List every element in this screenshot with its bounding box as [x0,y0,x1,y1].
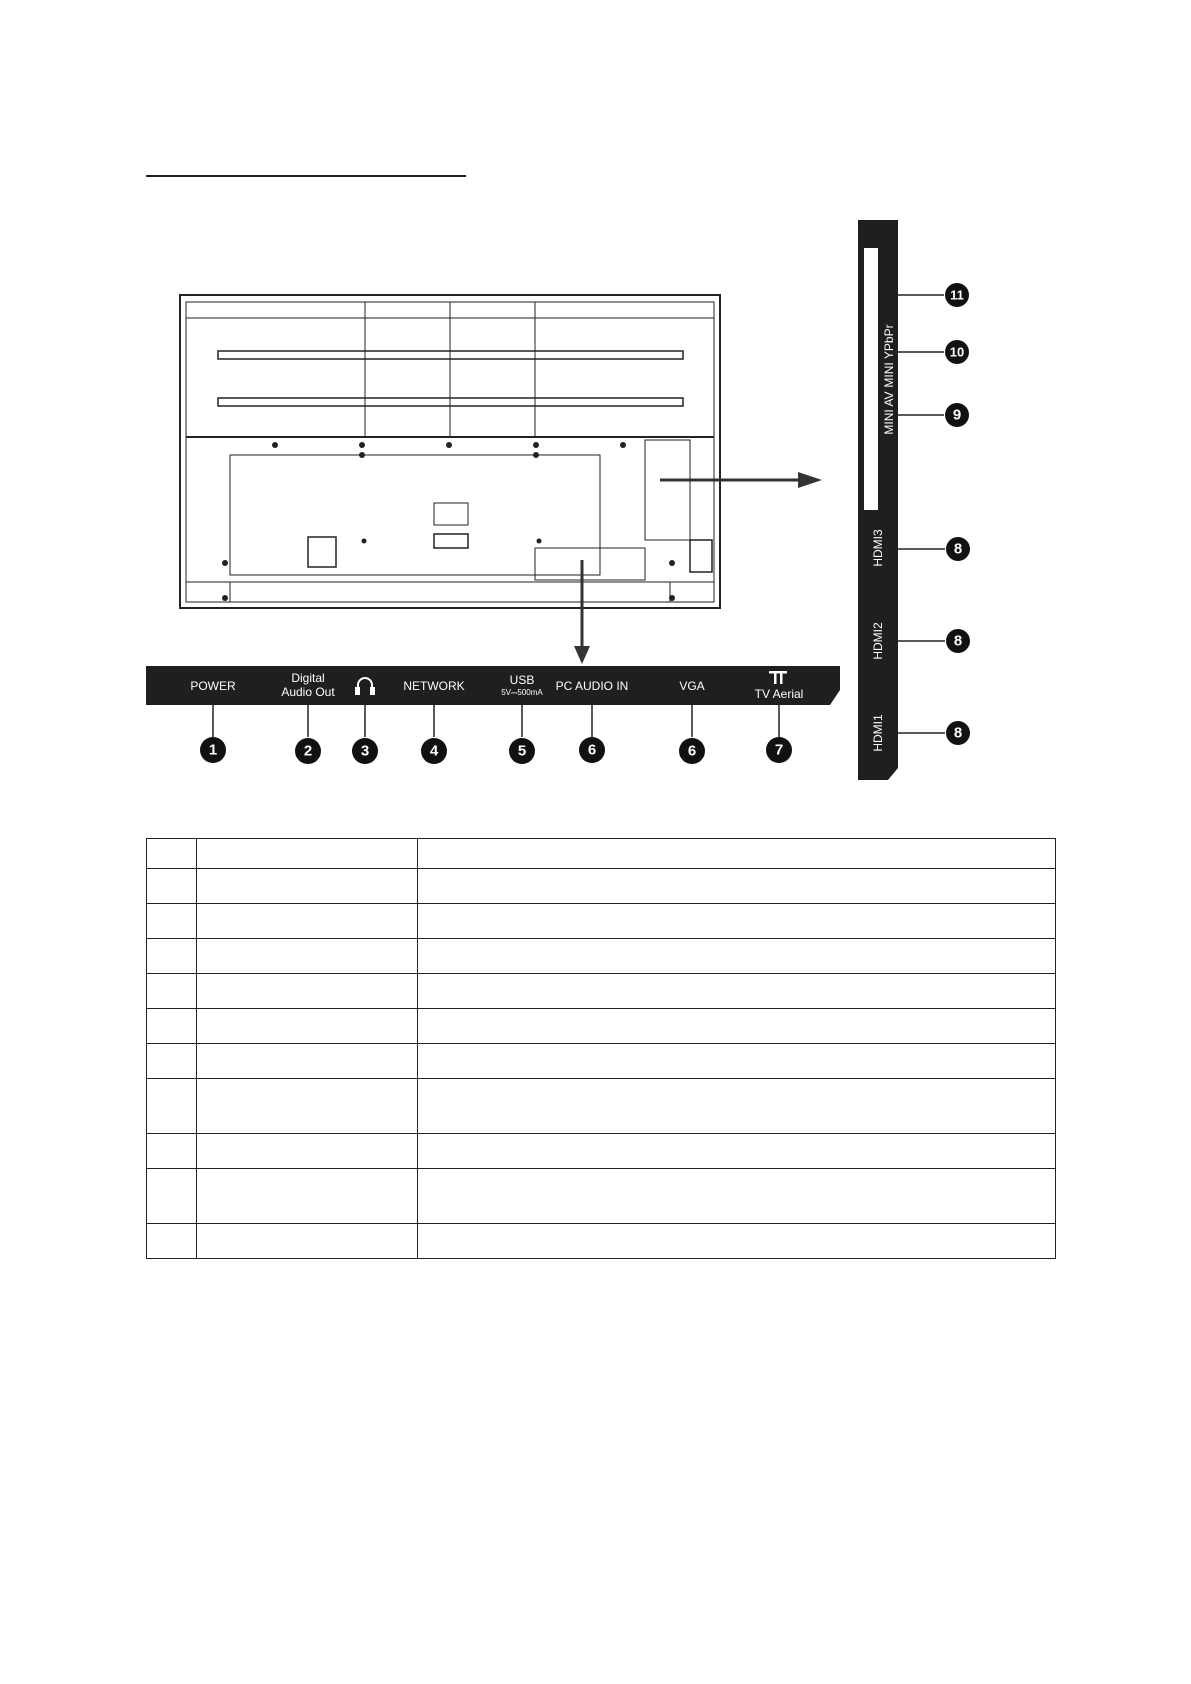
table-cell [418,1079,1056,1134]
table-cell [197,1134,418,1169]
bottom-connector-panel [146,666,840,705]
label-vga: VGA [679,679,705,693]
label-pc-audio: PC AUDIO IN [555,679,629,693]
callout-number: 10 [949,344,965,360]
tv-rear-panel [180,295,720,608]
label-network: NETWORK [403,679,465,693]
label-hdmi3: HDMI3 [871,529,885,567]
label-usb-rating: 5V⎓500mA [501,688,543,697]
table-cell [147,1009,197,1044]
label-digital-line2: Audio Out [281,685,335,699]
table-cell [418,939,1056,974]
bottom-callout-lines [213,705,779,737]
table-cell [418,869,1056,904]
table-cell [147,1169,197,1224]
table-cell [418,1009,1056,1044]
callout-number: 7 [774,741,784,759]
table-cell [197,1079,418,1134]
callout-number: 6 [687,742,697,760]
label-tv-aerial: TV Aerial [754,687,804,701]
table-cell [147,1079,197,1134]
table-row [147,1169,1056,1224]
callout-number: 8 [953,724,963,742]
table-cell [197,1169,418,1224]
table-row [147,904,1056,939]
callout-number: 2 [303,742,313,760]
callout-number: 8 [953,632,963,650]
table-cell [197,1009,418,1044]
callout-number: 4 [429,742,439,760]
label-mini-ypbpr: MINI YPbPr [882,324,896,388]
bottom-callouts [200,737,792,764]
table-row [147,839,1056,869]
table-cell [147,904,197,939]
table-cell [418,1169,1056,1224]
side-callouts [945,283,970,745]
table-cell [147,1224,197,1259]
label-mini-av: MINI AV [882,391,896,435]
side-callout-lines [898,295,945,733]
callout-number: 5 [517,742,527,760]
table-row [147,1009,1056,1044]
table-cell [147,839,197,869]
tv-rear-diagram [0,0,1191,820]
label-hdmi2: HDMI2 [871,622,885,660]
table-cell [147,1044,197,1079]
table-cell [418,904,1056,939]
label-usb: USB [509,673,535,687]
table-row [147,974,1056,1009]
table-row [147,1134,1056,1169]
callout-number: 9 [952,406,962,424]
side-connector-panel [858,220,898,780]
table-cell [197,869,418,904]
table-row [147,869,1056,904]
label-hdmi1: HDMI1 [871,714,885,752]
table-cell [197,974,418,1009]
table-cell [418,1044,1056,1079]
table-cell [418,1134,1056,1169]
table-cell [147,869,197,904]
callout-number: 3 [360,742,370,760]
table-cell [197,904,418,939]
arrows [574,472,822,664]
label-ci: CI [864,372,878,384]
connector-table [146,838,1056,1259]
table-row [147,939,1056,974]
table-cell [147,974,197,1009]
table-cell [147,1134,197,1169]
tv-screws [222,442,675,601]
table-cell [197,939,418,974]
callout-number: 6 [587,741,597,759]
table-row [147,1044,1056,1079]
table-row [147,1224,1056,1259]
label-power: POWER [190,679,236,693]
callout-number: 11 [950,287,964,303]
table-cell [147,939,197,974]
table-cell [418,839,1056,869]
label-digital-line1: Digital [291,671,325,685]
callout-number: 8 [953,540,963,558]
callout-number: 1 [208,741,218,759]
table-cell [197,1044,418,1079]
table-cell [197,1224,418,1259]
table-cell [197,839,418,869]
table-cell [418,1224,1056,1259]
table-cell [418,974,1056,1009]
table-row [147,1079,1056,1134]
